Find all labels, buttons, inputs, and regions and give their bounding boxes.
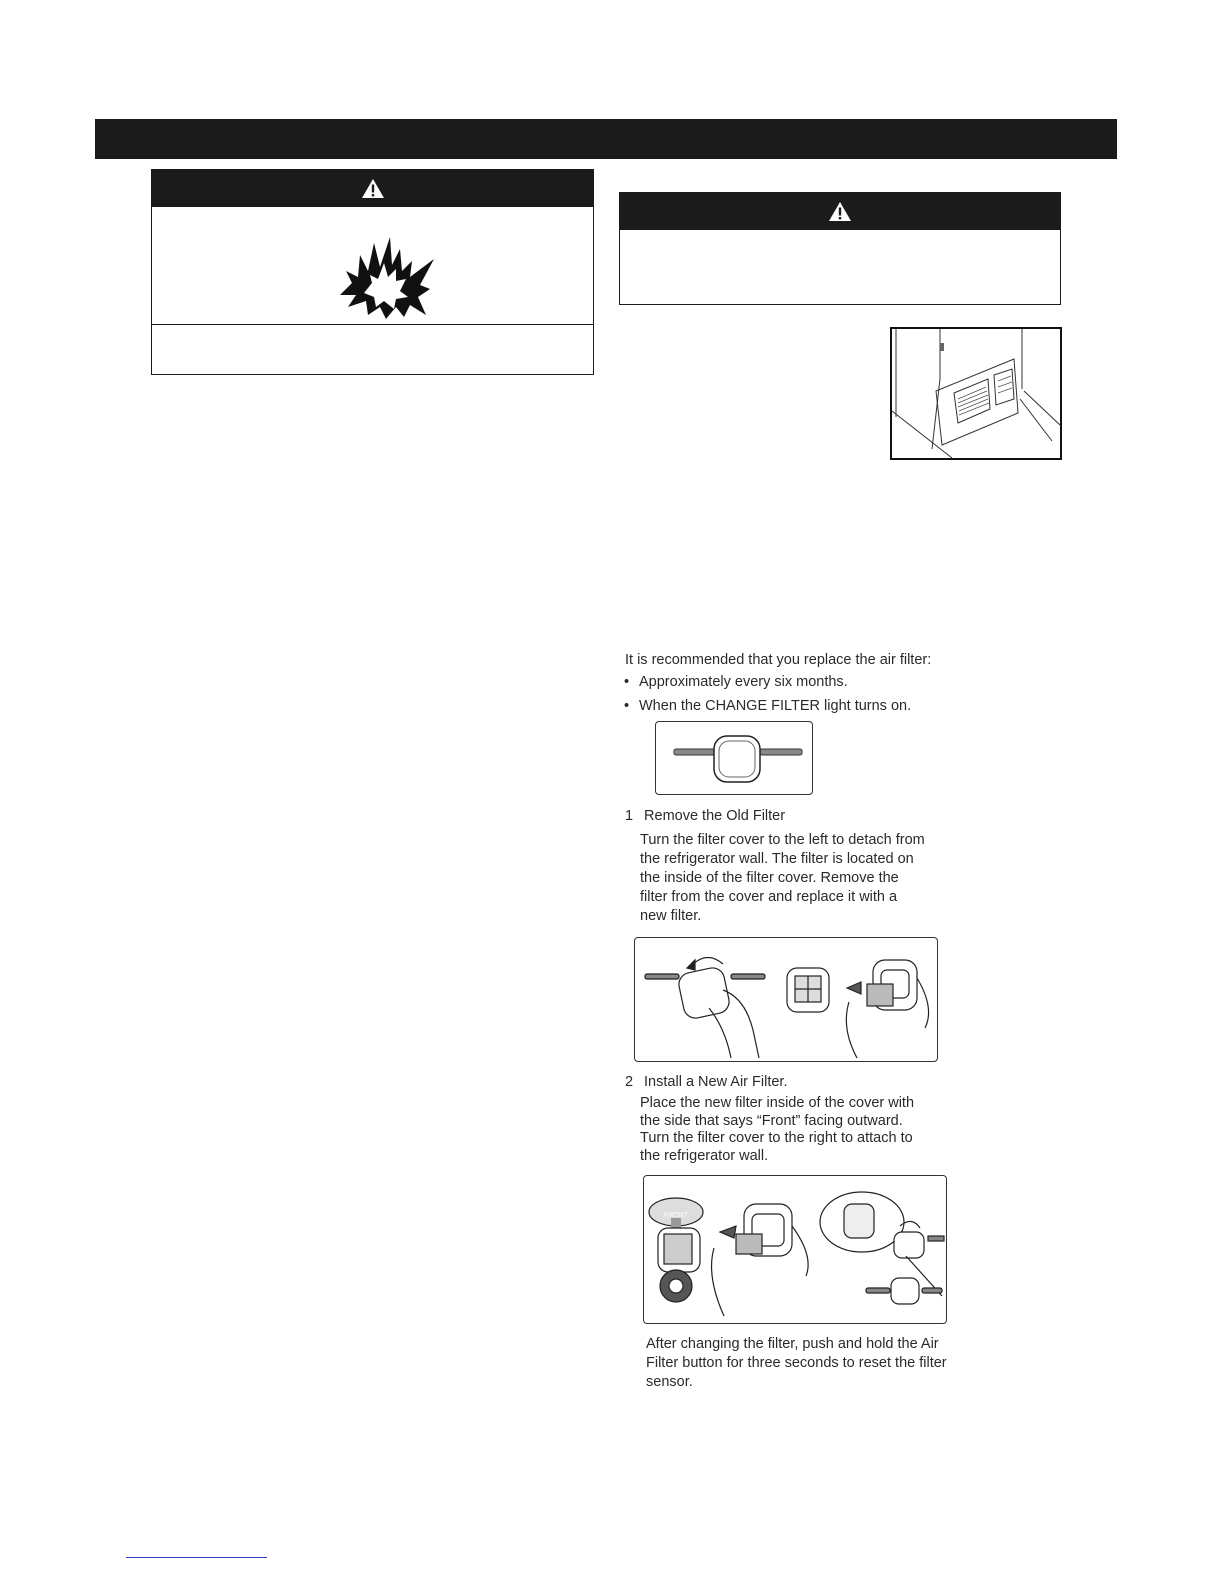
remove-filter-illustration [634,937,938,1062]
step-1-title [625,807,965,826]
footer-link-underline[interactable] [126,1557,267,1558]
warning-header [620,193,1060,230]
reset-filter-note: After changing the filter, push and hold the Air Filter button for three seconds to reset the filter sensor. [646,1336,947,1390]
air-filter-intro: It is recommended that you replace the air filter: [625,652,932,668]
air-filter-bullets [624,673,984,721]
step-number: 1 [625,808,634,824]
explosion-icon [338,235,438,320]
warning-box-right [619,192,1061,305]
refrigerator-rear-drawing [892,329,1060,458]
step-title: Remove the Old Filter [644,808,786,824]
warning-triangle-icon [361,178,385,199]
control-panel-illustration [655,721,813,795]
install-filter-illustration [643,1175,947,1324]
section-header-bar [95,119,1117,159]
warning-header [152,170,593,207]
front-label: FRONT [663,1212,689,1219]
air-filter-button-drawing [656,722,812,794]
list-item: • When the CHANGE FILTER light turns on. [624,697,984,716]
warning-box-left [151,169,594,375]
step-2-title [625,1073,965,1092]
refrigerator-rear-illustration [890,327,1062,460]
step-title: Install a New Air Filter. [644,1074,788,1090]
step-1-body: Turn the filter cover to the left to detach from the refrigerator wall. The filter is located on the inside of the filter cover. Remove the filter from the cover and replace it with a new filter. [640,832,925,924]
list-item: • Approximately every six months. [624,673,984,692]
step-number: 2 [625,1074,634,1090]
remove-filter-drawing [635,938,937,1061]
warning-triangle-icon [828,201,852,222]
warning-divider [152,324,593,325]
step-2-body: Place the new filter inside of the cover with the side that says “Front” facing outward. Turn the filter cover to the right to attach to the refrigerator wall. [640,1095,915,1164]
install-filter-drawing [644,1176,946,1323]
